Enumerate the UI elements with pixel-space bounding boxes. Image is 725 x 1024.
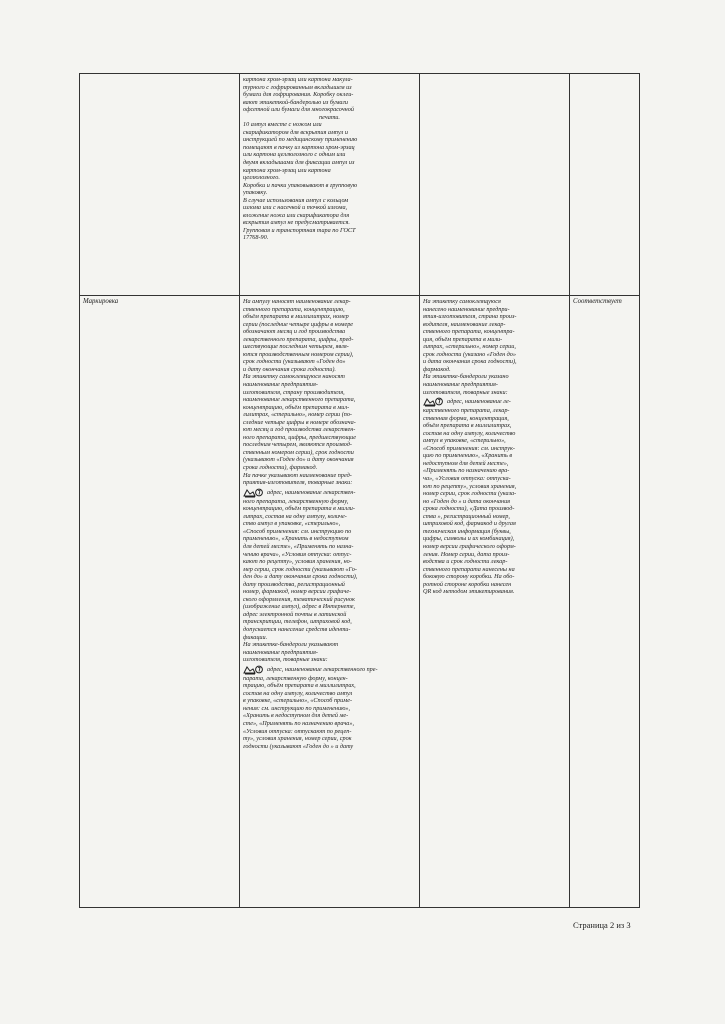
text-line: упаковку. (243, 189, 268, 197)
text-line: адрес, наименование лекарственного пре- (243, 664, 416, 675)
text-line: объём препарата в миллилитрах, номер (243, 313, 349, 321)
text-line: скарификатором для вскрытия ампул и (243, 128, 348, 136)
text-line: ственным номером серии), срок годности (243, 448, 354, 456)
text-line: чению врача», «Условия отпуска: отпус- (243, 550, 352, 558)
text-line: Групповая и транспортная тара по ГОСТ (243, 226, 356, 234)
text-line: карственного препарата, лекар- (423, 407, 510, 415)
text-line: «Способ применения: см. инструкцию по (243, 527, 352, 535)
text-line: срок годности (указано «Годен до» (423, 350, 516, 358)
text-line: ден до» и дату окончания срока годности), (243, 573, 358, 581)
text-line: ского оформления, тематический рисунок (243, 595, 355, 603)
text-line: излома или с насечкой и точкой излома, (243, 204, 348, 212)
text-line: мер серии, срок годности (указывают «Го- (243, 565, 357, 573)
text-line: литрах, состав на одну ампулу, количе- (243, 512, 347, 520)
text-line: «Хранить в недоступном для детей ме- (243, 712, 349, 720)
text-line: адрес электронной почты в латинской (243, 610, 347, 618)
cell-marking-requirements (240, 296, 420, 908)
text-line: состав на одну ампулу, количество (423, 429, 516, 437)
text-line: наименование предприятия- (423, 381, 498, 389)
text-line: состав на одну ампулу, количество ампул (243, 689, 353, 697)
text-line: На ампулу наносят наименование лекар- (243, 298, 351, 305)
text-line: ют по рецепту», условия хранения, (423, 482, 517, 490)
text-line: 17768-90. (243, 234, 269, 242)
cell-empty (570, 74, 640, 296)
text-line: инструкцией по медицинскому применению (243, 136, 358, 144)
text-line: недоступном для детей месте», (423, 459, 509, 467)
text-line: номер версии графического оформ- (423, 542, 516, 550)
text-line: ственная форма, концентрация, (423, 414, 509, 422)
text-line: ча», «Условия отпуска: отпуска- (423, 475, 511, 483)
text-line: срока годности), «Дата производ- (423, 505, 515, 513)
text-line: «Способ применения: см. инструк- (423, 444, 515, 452)
text-line: На этикетку самоклеящуюся наносят (243, 373, 345, 381)
text-line: обозначают месяц и год производства (243, 328, 346, 336)
text-line: ются производственным номером серии), (243, 350, 354, 358)
text-line: На этикетке-бандероли указывают (243, 641, 339, 649)
text-line: приятия-изготовителя, товарные знаки: (243, 479, 353, 487)
text-line: картона хром-эрзац или картона макула- (243, 76, 353, 83)
text-line: Коробки и пачки упаковывают в групповую (243, 181, 358, 189)
text-line: ственного препарата нанесены на (423, 565, 515, 573)
text-line: применению», «Хранить в недоступном (243, 535, 349, 543)
cell-conformity (570, 296, 640, 908)
text-line: штриховой код, фармакод и другая (423, 520, 516, 528)
text-line: в упаковке, «стерильно», «Способ приме- (243, 697, 352, 705)
text-line: ротной стороне коробки нанесен (423, 580, 512, 588)
text-line: бумаги для гофрирования. Коробку оклеи- (243, 91, 354, 99)
text-line: ция, объём препарата в мили- (423, 335, 503, 343)
table-row-packaging (80, 74, 640, 296)
trademark-logo-icon (243, 487, 265, 498)
text-line: кают по рецепту», условия хранения, но- (243, 558, 352, 566)
text-line: QR код методом этикетирования. (423, 588, 515, 596)
text-line: фармакод. (423, 365, 451, 373)
text-line: сте», «Применять по назначению врача», (243, 719, 355, 727)
text-line: и дату окончания срока годности). (243, 365, 336, 373)
text-line: ственного препарата, концентра- (423, 328, 515, 336)
text-line: водителя, наименование лекар- (423, 320, 506, 328)
text-line: вают этикеткой-бандеролью из бумаги (243, 98, 349, 106)
text-line: концентрацию, объём препарата в милли- (243, 505, 355, 513)
text-line: или картона целлюлозного с одним или (243, 151, 346, 159)
text-line: картона хром-эрзац или картона (243, 166, 331, 174)
text-line: годности (указывают «Годен до » и дату (243, 742, 354, 750)
text-line: изготовителя, товарные знаки: (423, 388, 508, 396)
text-line: ампул в упаковке, «стерильно», (423, 437, 506, 445)
text-line: техническая информация (буквы, (423, 527, 511, 535)
text-line: ятия-изготовителя, страна произ- (423, 313, 517, 321)
text-line: водства и срок годности лекар- (423, 558, 508, 566)
text-line: турного с гофрированным вкладышем из (243, 83, 352, 91)
text-line: ления. Номер серии, дата произ- (423, 550, 510, 558)
text-line: срока годности), фармакод. (243, 464, 318, 472)
text-line: следние четыре цифры в номере обознача- (243, 418, 356, 426)
text-line: нанесено наименование предпри- (423, 305, 510, 313)
packaging-text (243, 76, 416, 242)
text-line: транскрипции, телефон, штриховой код, (243, 618, 352, 626)
text-line: ного препарата, цифры, предшествующие (243, 433, 356, 441)
text-line: боковую сторону коробки. На обо- (423, 573, 515, 581)
text-line: На этикетку самоклеящуюся (423, 298, 501, 305)
conformity-result: Соответствует (573, 298, 622, 305)
text-line: шествующие последним четырем, явля- (243, 343, 349, 351)
trademark-logo-icon (423, 396, 445, 407)
text-line: но «Годен до » и дата окончания (423, 497, 511, 505)
text-line: и дата окончания срока годности), (423, 358, 517, 366)
text-line: концентрацию, объём препарата в мил- (243, 403, 350, 411)
cell-packaging-text (240, 74, 420, 296)
text-line: наименование лекарственного препарата, (243, 396, 356, 404)
text-line: адрес, наименование лекарствен- (243, 487, 416, 498)
text-line: На пачке указывают наименование пред- (243, 471, 352, 479)
text-line: изготовителя, товарные знаки: (243, 656, 328, 664)
text-line: нения: см. инструкцию по применению», (243, 704, 351, 712)
text-line: офсетной или бумаги для многокрасочной (243, 106, 354, 114)
text-line: вскрытия ампул не предусматривается. (243, 219, 350, 227)
text-line: изготовителя, страну производителя, (243, 388, 345, 396)
text-line: двумя вкладышами для фиксации ампул из (243, 159, 355, 167)
page-number: Страница 2 из 3 (573, 920, 631, 930)
text-line: литрах, «стерильно», номер серии, (423, 343, 516, 351)
cell-empty (420, 74, 570, 296)
text-line: наименование предприятия- (243, 381, 318, 389)
text-line: целлюлозного. (243, 174, 280, 182)
text-line: цию по применению», «Хранить в (423, 452, 513, 460)
text-line: 10 ампул вместе с ножом или (243, 121, 322, 129)
text-line: дату производства, регистрационный (243, 580, 345, 588)
marking-requirements-text (243, 298, 416, 750)
text-line: трацию, объём препарата в миллилитрах, (243, 682, 356, 690)
text-line: вложение ножа или скарификатора для (243, 211, 350, 219)
text-line: «Условия отпуска: отпускают по рецеп- (243, 727, 352, 735)
specification-table (79, 73, 640, 908)
text-line: наименование предприятия- (243, 648, 318, 656)
cell-empty-label (80, 74, 240, 296)
text-line: лилитрах, «стерильно», номер серии (по- (243, 411, 352, 419)
text-line: ют месяц и год производства лекарствен- (243, 426, 356, 434)
text-line: (указывают «Годен до» и дату окончания (243, 456, 354, 464)
text-line: «Применять по назначению вра- (423, 467, 510, 475)
cell-marking-actual (420, 296, 570, 908)
text-line: серии (последние четыре цифры в номере (243, 320, 354, 328)
text-line: последним четырем, являются производ- (243, 441, 352, 449)
marking-actual-text (423, 298, 566, 596)
text-line: печати. (319, 113, 340, 121)
text-line: цифры, символы и их комбинация), (423, 535, 515, 543)
text-line: адрес, наименование ле- (423, 396, 566, 407)
text-line: лекарственного препарата, цифры, пред- (243, 335, 354, 343)
text-line: помещают в пачку из картона хром-эрзац (243, 143, 355, 151)
text-line: фикации. (243, 633, 268, 641)
text-line: номер, фармакод, номер версии графиче- (243, 588, 352, 596)
marking-label: Маркировка (83, 298, 119, 305)
text-line: ства », регистрационный номер, (423, 512, 510, 520)
text-line: номер серии, срок годности (указа- (423, 490, 517, 498)
table-row-marking (80, 296, 640, 908)
text-line: На этикетке-бандероли указано (423, 373, 509, 381)
text-line: ственного препарата, концентрацию, (243, 305, 345, 313)
text-line: срок годности (указывают «Годен до» (243, 358, 346, 366)
text-line: ту», условия хранения, номер серии, срок (243, 735, 352, 743)
trademark-logo-icon (243, 664, 265, 675)
text-line: В случае использования ампул с кольцом (243, 196, 349, 204)
text-line: ного препарата, лекарственную форму, (243, 497, 349, 505)
cell-marking-label (80, 296, 240, 908)
text-line: объём препарата в миллилитрах, (423, 422, 512, 430)
text-line: ство ампул в упаковке, «стерильно», (243, 520, 341, 528)
text-line: допускается нанесение средств иденти- (243, 625, 351, 633)
text-line: парата, лекарственную форму, концен- (243, 674, 348, 682)
text-line: (изображение ампул), адрес в Интернете, (243, 603, 356, 611)
text-line: для детей месте», «Применять по назна- (243, 542, 354, 550)
